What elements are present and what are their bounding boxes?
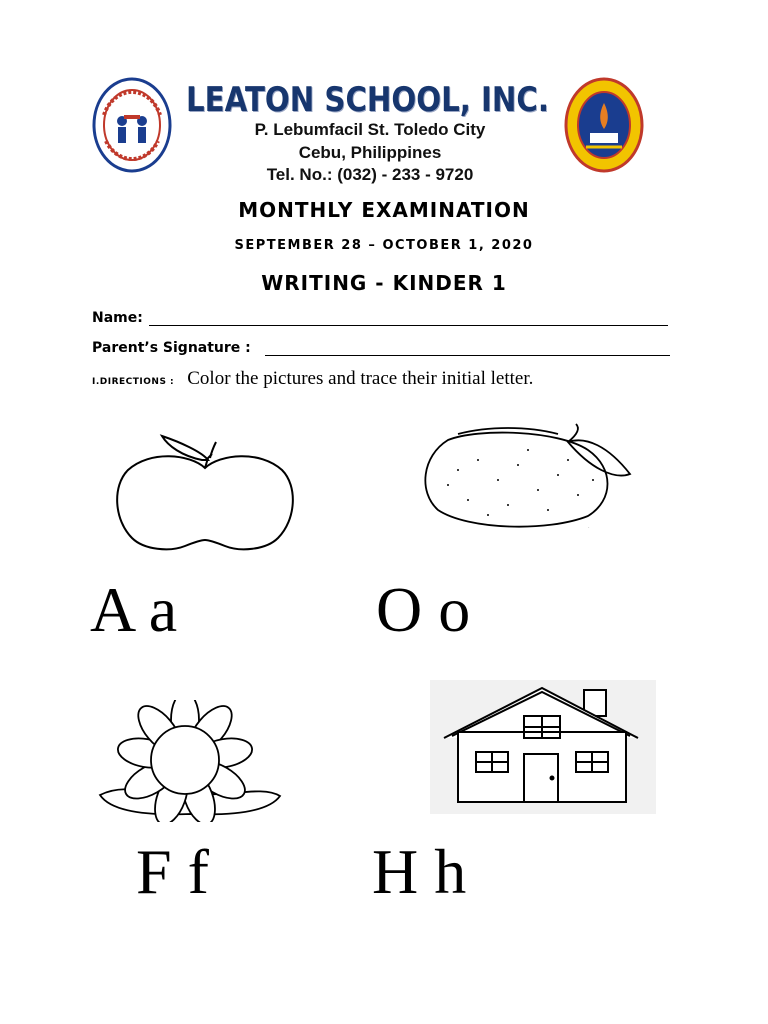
letters-a: A a — [90, 574, 178, 645]
school-emblem-logo — [564, 75, 644, 175]
directions-label: I.DIRECTIONS : — [92, 377, 175, 387]
directions-text: Color the pictures and trace their initial letter. — [187, 368, 534, 389]
school-address-city: Cebu, Philippines — [298, 143, 442, 162]
exam-dates: SEPTEMBER 28 – OCTOBER 1, 2020 — [234, 238, 534, 253]
school-name: LEATON SCHOOL, INC. — [186, 80, 549, 120]
flower-icon — [90, 700, 286, 822]
orange-icon — [418, 420, 643, 532]
svg-text:.: . — [588, 524, 590, 530]
school-address-street: P. Lebumfacil St. Toledo City — [254, 120, 486, 139]
exam-title: MONTHLY EXAMINATION — [238, 198, 530, 222]
letters-h: H h — [372, 836, 467, 907]
apple-icon — [110, 428, 300, 556]
exam-subject: WRITING - KINDER 1 — [261, 271, 507, 295]
school-seal-logo — [92, 75, 172, 175]
letters-o: O o — [376, 574, 471, 645]
letters-f: F f — [136, 836, 209, 907]
signature-blank-line[interactable] — [265, 341, 670, 356]
signature-label: Parent’s Signature : — [92, 340, 251, 356]
name-field-row — [92, 310, 668, 326]
name-blank-line[interactable] — [149, 311, 668, 326]
signature-field-row — [92, 340, 670, 356]
house-icon — [430, 680, 656, 814]
school-phone: Tel. No.: (032) - 233 - 9720 — [266, 165, 474, 184]
directions — [92, 368, 533, 390]
name-label: Name: — [92, 310, 143, 326]
